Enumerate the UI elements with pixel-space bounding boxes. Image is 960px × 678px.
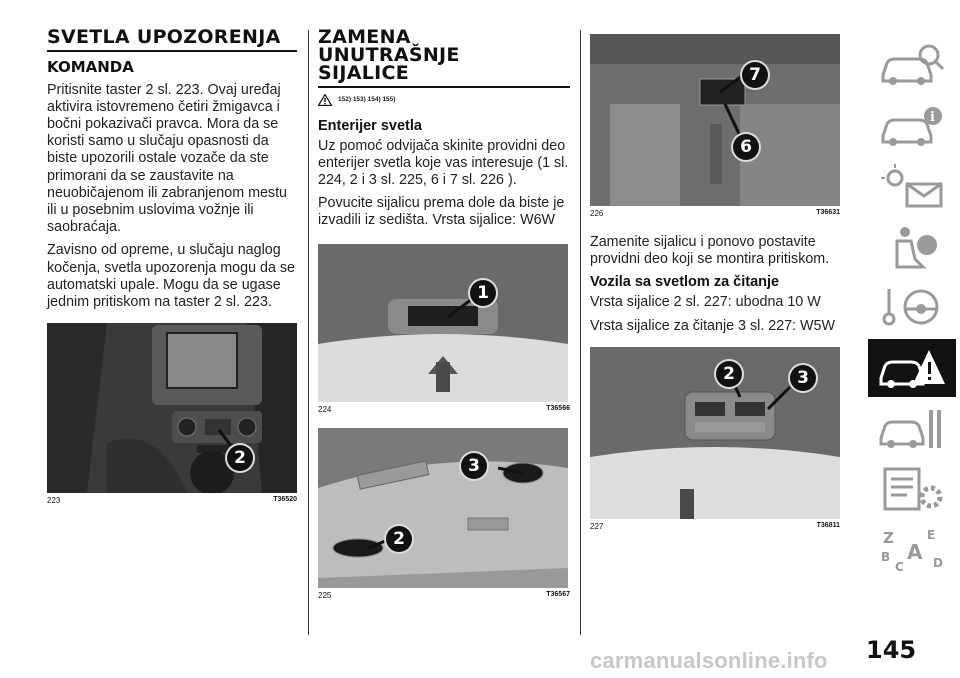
key-steering-wheel-icon: [877, 283, 947, 331]
figure-code: T36567: [546, 590, 570, 598]
callout-3: 3: [790, 365, 816, 391]
figure-225-cargo-lights: [318, 428, 568, 588]
page-number: 145: [866, 636, 917, 664]
subtitle-control: KOMANDA: [47, 57, 134, 76]
figure-caption: [590, 522, 840, 531]
svg-text:B: B: [881, 550, 891, 564]
warning-triangle-icon: [318, 94, 332, 106]
callout-7: 7: [742, 62, 768, 88]
nav-tile[interactable]: [868, 97, 956, 155]
nav-tile-active[interactable]: [868, 339, 956, 397]
car-service-tools-icon: [877, 404, 947, 452]
nav-tile[interactable]: [868, 399, 956, 457]
alphabet-index-icon: [877, 525, 947, 573]
svg-text:i: i: [930, 109, 935, 125]
watermark: carmanualsonline.info: [590, 648, 828, 673]
warning-references: [318, 94, 570, 106]
svg-text:E: E: [927, 528, 936, 542]
paragraph: Povucite sijalicu prema dole da biste je izvadili iz sedišta. Vrsta sijalice: W6W: [318, 195, 565, 229]
figure-caption: [47, 496, 297, 505]
column-divider: [308, 30, 309, 635]
paragraph: Zamenite sijalicu i ponovo postavite providni deo koji se montira pritiskom.: [590, 234, 830, 268]
figure-number: 223: [47, 496, 61, 506]
figure-226-rear-light: [590, 34, 840, 206]
subtitle-interior-lights: Enterijer svetla: [318, 117, 422, 134]
callout-1: 1: [470, 280, 496, 306]
paragraph: Uz pomoć odvijača skinite providni deo enterijer svetla koje vas interesuje (1 sl. 224, 2 i 3 sl. 225, 6 i 7 sl. 226 ).: [318, 137, 569, 188]
car-info-icon: [877, 102, 947, 150]
figure-caption: [318, 591, 570, 600]
column-3: [590, 34, 840, 531]
figure-number: 225: [318, 590, 332, 600]
nav-tile[interactable]: [868, 218, 956, 276]
rear-light-illustration: [590, 34, 840, 206]
nav-tile[interactable]: [868, 460, 956, 518]
nav-tile[interactable]: [868, 36, 956, 94]
figure-227-reading-light: [590, 347, 840, 519]
figure-caption: [318, 405, 570, 414]
column-divider: [580, 30, 581, 635]
figure-code: T36566: [546, 404, 570, 412]
subtitle-reading-light: Vozila sa svetlom za čitanje: [590, 274, 780, 291]
section-title-warning-lights: SVETLA UPOZORENJA: [47, 26, 281, 48]
figure-code: T36631: [816, 209, 840, 216]
ceiling-light-illustration: [318, 244, 568, 402]
column-2: [318, 28, 570, 600]
figure-number: 226: [590, 209, 604, 218]
svg-text:C: C: [895, 560, 904, 573]
dashboard-illustration: [47, 323, 297, 493]
paragraph: Vrsta sijalice 2 sl. 227: ubodna 10 W: [590, 294, 821, 311]
figure-code: T36520: [273, 496, 297, 504]
nav-tile[interactable]: [868, 157, 956, 215]
figure-number: 224: [318, 404, 332, 414]
title-divider: [47, 50, 297, 52]
callout-6: 6: [733, 134, 759, 160]
airbag-seat-icon: [877, 223, 947, 271]
figure-caption: [590, 209, 840, 218]
figure-number: 227: [590, 521, 604, 531]
car-breakdown-warning-icon: [877, 344, 947, 392]
callout-2: 2: [716, 361, 742, 387]
section-title-bulb-replacement: ZAMENA UNUTRAŠNJE SIJALICE: [318, 26, 460, 84]
paragraph: Vrsta sijalice za čitanje 3 sl. 227: W5W: [590, 317, 835, 334]
svg-text:A: A: [907, 540, 923, 564]
title-divider: [318, 86, 570, 88]
svg-text:Z: Z: [883, 529, 894, 547]
callout-3: 3: [461, 453, 487, 479]
cargo-lights-illustration: [318, 428, 568, 588]
warning-refs-text: 152) 153) 154) 155): [338, 96, 396, 103]
figure-code: T36811: [816, 521, 840, 529]
car-search-icon: [877, 41, 947, 89]
figure-223-dashboard: [47, 323, 297, 493]
figure-224-ceiling-light: [318, 244, 568, 402]
nav-tile[interactable]: [868, 278, 956, 336]
callout-2: 2: [227, 445, 253, 471]
checklist-gear-icon: [877, 465, 947, 513]
paragraph: Zavisno od opreme, u slučaju naglog kočenja, svetla upozorenja mogu da se automatski upale. Mogu da se ugase jednim pritiskom na taster 2 sl. 223.: [47, 242, 295, 310]
column-1: [47, 28, 297, 505]
chapter-navigation: [868, 36, 960, 581]
warning-lights-message-icon: [877, 162, 947, 210]
nav-tile[interactable]: [868, 520, 956, 578]
svg-text:D: D: [933, 556, 943, 570]
callout-2: 2: [386, 526, 412, 552]
paragraph: Pritisnite taster 2 sl. 223. Ovaj uređaj aktivira istovremeno četiri žmigavca i bočni pokazivači pravca. Mora da se koristi samo u slučaju opasnosti da biste upozorili ostale vozače da ste primorani da se zaustavite na neuobičajenom ili zabranjenom mestu ili u posebnim uslovima vožnje ili saobraćaja.: [47, 81, 288, 236]
